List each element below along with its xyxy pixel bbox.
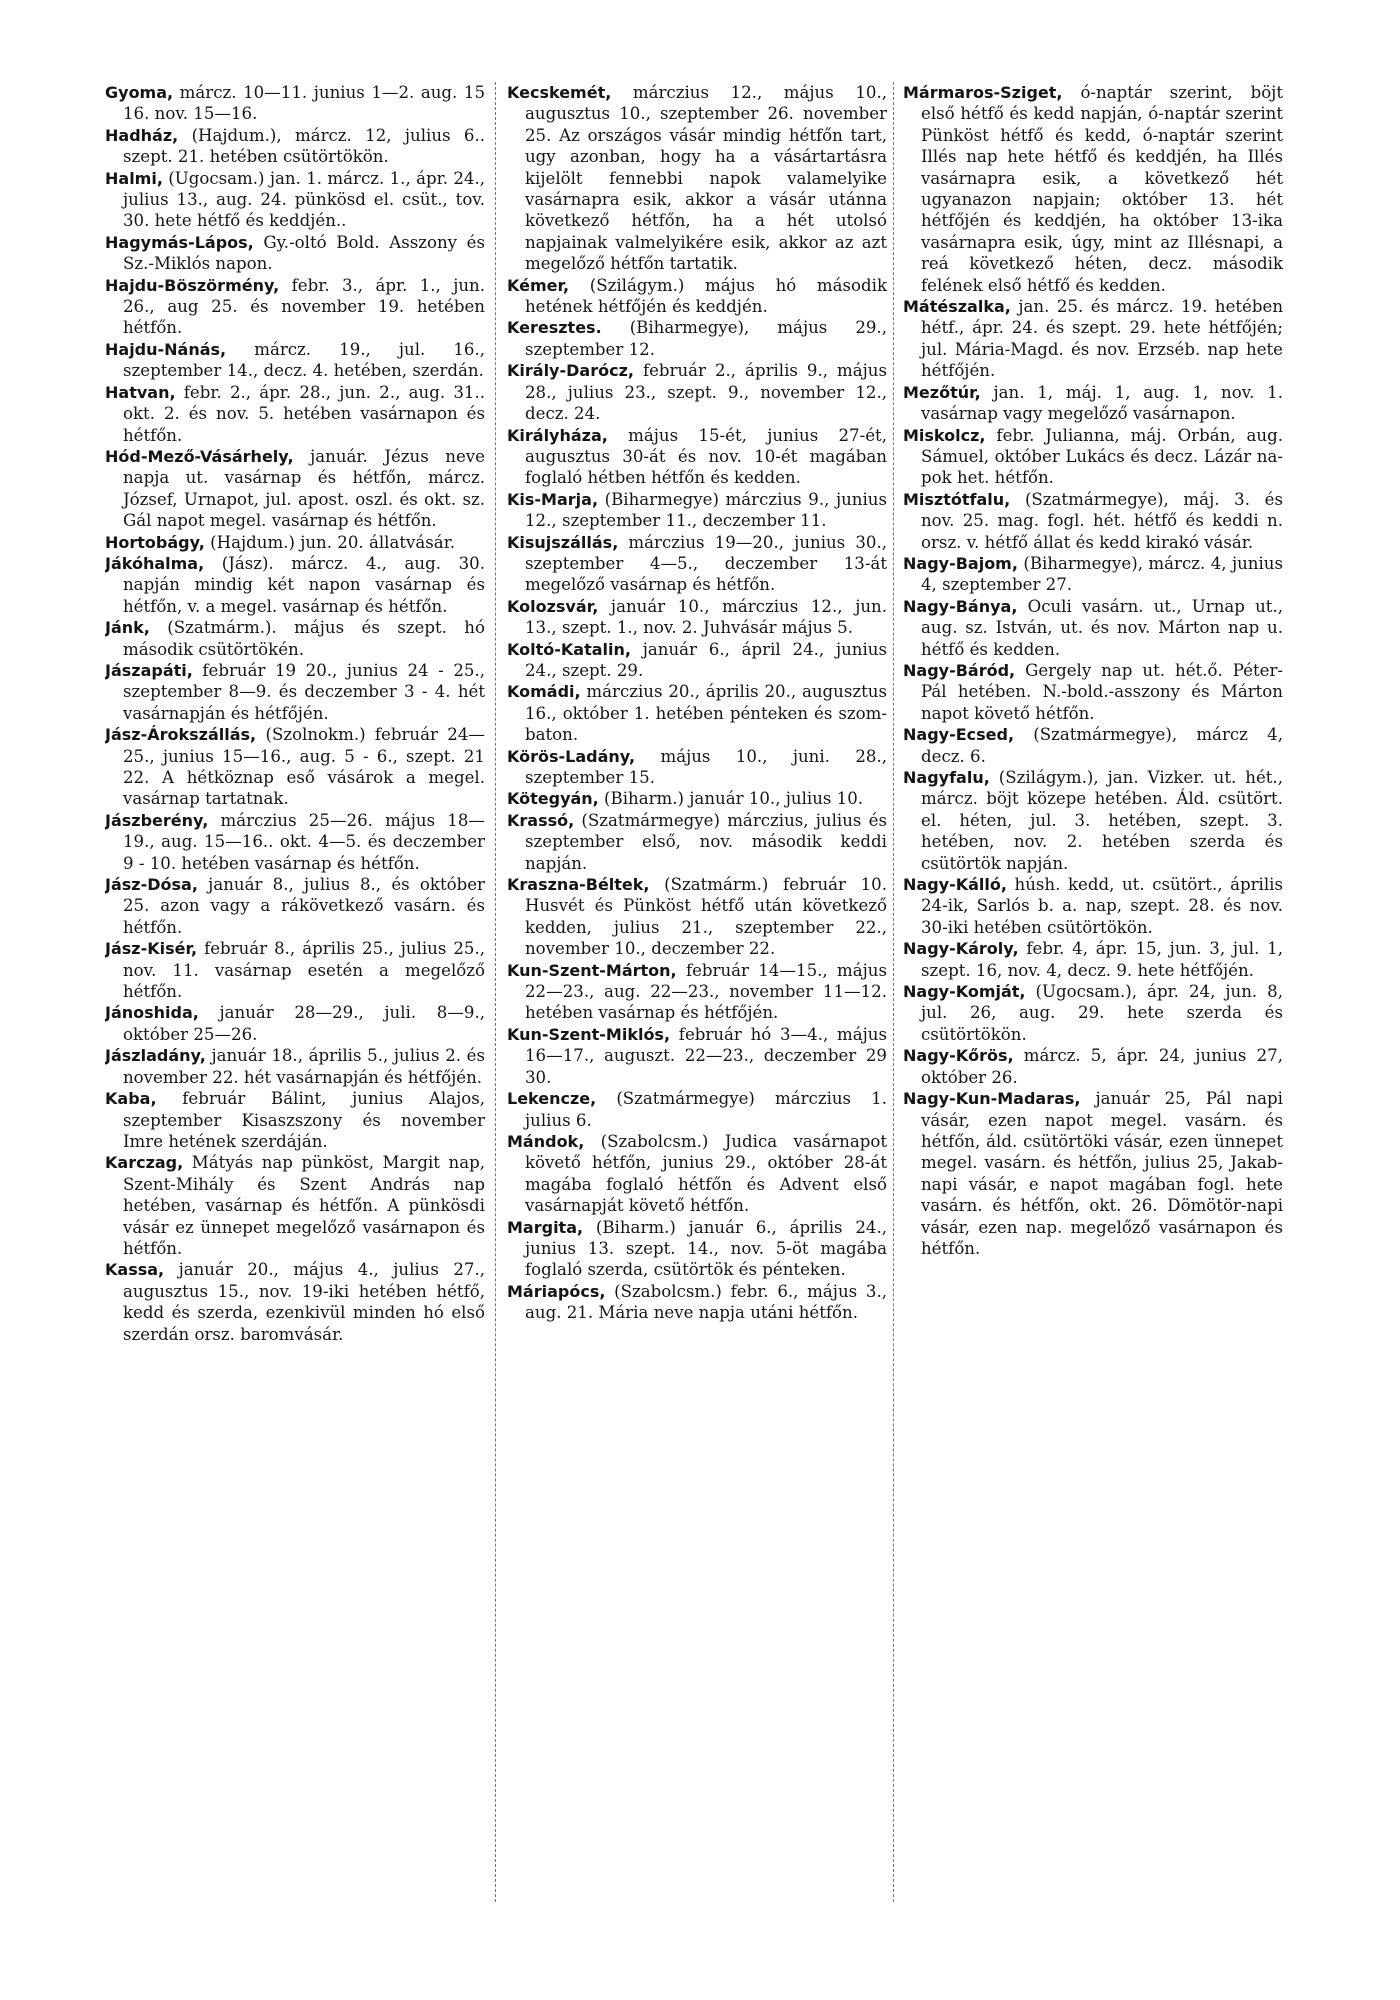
- town-name: Jászapáti,: [105, 660, 193, 680]
- town-name: Máriapócs,: [507, 1281, 606, 1301]
- market-entry: [105, 275, 485, 339]
- market-dates: (Szatmármegye) márczius, julius és szeptember első, nov. második keddi napján.: [525, 810, 887, 873]
- market-dates: Mátyás nap pünköst, Margit nap, Szent-Mihály és Szent András nap hetében, vasárnap és hétfőn. A pünkösdi vásár ez ünnepet megelőző vasárnapon és hétfőn.: [123, 1153, 485, 1258]
- town-name: Kraszna-Béltek,: [507, 875, 650, 895]
- market-dates: febr. 2., ápr. 28., jun. 2., aug. 31.. okt. 2. és nov. 5. hetében vasárnapon és hétfőn.: [123, 382, 485, 445]
- market-entry: [105, 168, 485, 232]
- market-dates: márcz. 19., jul. 16., szeptember 14., decz. 4. hetében, szerdán.: [123, 339, 485, 381]
- market-entry: [105, 938, 485, 1002]
- town-name: Karczag,: [105, 1153, 184, 1173]
- town-name: Király-Darócz,: [507, 361, 634, 381]
- market-dates: Gergely nap ut. hét.ő. Péter-Pál hetében. N.-bold.-asszony és Márton napot követő hétfőn.: [921, 660, 1283, 723]
- column-divider: [495, 82, 496, 1902]
- market-dates: febr. Julianna, máj. Orbán, aug. Sámuel, október Lukács és decz. Lázár napok het. hétfőn.: [921, 425, 1283, 488]
- market-entry: [105, 532, 485, 553]
- town-name: Hagymás-Lápos,: [105, 232, 254, 252]
- market-dates: (Hajdum.), márcz. 12, julius 6.. szept. 21. hetében csütörtökön.: [123, 125, 485, 167]
- town-name: Jánoshida,: [105, 1003, 199, 1023]
- town-name: Kolozsvár,: [507, 596, 599, 616]
- market-dates: Gy.-oltó Bold. Asszony és Sz.-Miklós napon.: [123, 232, 485, 274]
- market-dates: február hó 3—4., május 16—17., auguszt. 22—23., deczember 29 30.: [525, 1024, 887, 1087]
- market-dates: márczius 12., május 10., augusztus 10., szeptember 26. november 25. Az országos vásár mindig hétfőn tart, ugy azonban, hogy ha a vásártartásra kijelölt fennebbi napok valamelyike vasárnapra esik, akkor a vásár utánna következő hétfőn, ha a hét utolsó napjainak valmelyikére esik, akkor az azt megelőző hétfőn tartatik.: [525, 83, 887, 274]
- town-name: Halmi,: [105, 168, 163, 188]
- market-dates: (Szatmármegye), márcz 4, decz. 6.: [921, 725, 1283, 766]
- town-name: Kisujszállás,: [507, 532, 619, 552]
- market-entry: [903, 981, 1283, 1045]
- market-dates: január 25, Pál napi vásár, ezen napot megel. vasárn. és hétfőn, áld. csütörtöki vásár, ezen ünnepet megel. vasárn. és hétfőn, julius 25, Jakab-napi vásár, e napot magában fogl. hete vasárn. és hétfőn, okt. 26. Dömötör-napi vásár, ezen nap. megelőző vasárnapon és hétfőn.: [921, 1089, 1283, 1258]
- town-name: Hadház,: [105, 125, 179, 145]
- market-dates: Oculi vasárn. ut., Urnap ut., aug. sz. István, ut. és nov. Márton nap u. hétfő és kedden.: [921, 596, 1283, 659]
- town-name: Mátészalka,: [903, 297, 1011, 317]
- market-entry: [105, 1088, 485, 1152]
- market-dates: (Ugocsam.), ápr. 24, jun. 8, jul. 26, aug. 29. hete szerda és csütörtökön.: [921, 982, 1283, 1044]
- market-entry: [507, 489, 887, 532]
- town-name: Nagy-Bajom,: [903, 553, 1018, 573]
- market-dates: márcz. 5, ápr. 24, junius 27, október 26.: [921, 1046, 1283, 1087]
- market-entry: [507, 1281, 887, 1324]
- column-divider: [893, 82, 894, 1902]
- market-entry: [903, 1088, 1283, 1259]
- market-entry: [507, 746, 887, 789]
- town-name: Nagy-Kun-Madaras,: [903, 1089, 1081, 1109]
- market-dates: (Szilágym.) május hó második hetének hétfőjén és keddjén.: [525, 275, 887, 317]
- market-entry: [903, 767, 1283, 874]
- market-dates: (Ugocsam.) jan. 1. márcz. 1., ápr. 24., julius 13., aug. 24. pünkösd el. csüt., tov. 30. hete hétfő és keddjén..: [123, 168, 485, 231]
- town-name: Nagy-Bánya,: [903, 596, 1018, 616]
- market-dates: (Jász). márcz. 4., aug. 30. napján mindig két napon vasárnap és hétfőn, v. a megel. vasárnap és hétfőn.: [123, 553, 485, 616]
- market-dates: február Bálint, junius Alajos, szeptember Kisaszszony és november Imre hetének szerdáján.: [123, 1089, 485, 1151]
- market-entry: [903, 82, 1283, 296]
- town-name: Jászberény,: [105, 810, 209, 830]
- town-name: Mándok,: [507, 1131, 585, 1151]
- market-entry: [903, 938, 1283, 981]
- town-name: Jász-Dósa,: [105, 875, 198, 895]
- market-entry: [903, 489, 1283, 553]
- market-entry: [105, 446, 485, 532]
- market-dates: (Biharmegye) márczius 9., junius 12., szeptember 11., deczember 11.: [525, 489, 887, 531]
- market-dates: (Szilágym.), jan. Vizker. ut. hét., márcz. böjt közepe hetében. Áld. csütört. el. héten, jul. 3. hetében, szept. 3. hetében, nov. 2. hetében szerda és csütörtök napján.: [921, 768, 1283, 873]
- market-entry: [105, 660, 485, 724]
- market-dates: (Biharmegye), május 29., szeptember 12.: [525, 318, 887, 359]
- market-entry: [903, 296, 1283, 382]
- market-entry: [105, 553, 485, 617]
- market-entry: [105, 1259, 485, 1345]
- market-dates: márczius 20., április 20., augusztus 16., október 1. hetében pénteken és szombaton.: [525, 682, 887, 745]
- market-dates: január. Jézus neve napja ut. vasárnap és hétfőn, márcz. József, Urnapot, jul. apost. oszl. és okt. sz. Gál napot megel. vasárnap és hétfőn.: [123, 446, 485, 531]
- market-dates: márczius 25—26. május 18—19., aug. 15—16.. okt. 4—5. és deczember 9 - 10. hetében vasárnap és hétfőn.: [123, 810, 485, 873]
- town-name: Nagy-Kőrös,: [903, 1046, 1014, 1066]
- market-entry: [903, 596, 1283, 660]
- market-entry: [507, 360, 887, 424]
- market-entry: [105, 125, 485, 168]
- town-name: Nagy-Ecsed,: [903, 725, 1015, 745]
- market-entry: [507, 960, 887, 1024]
- market-entry: [903, 724, 1283, 767]
- town-name: Miskolcz,: [903, 425, 986, 445]
- town-name: Hajdu-Nánás,: [105, 339, 227, 359]
- market-dates: február 14—15., május 22—23., aug. 22—23., november 11—12. hetében vasárnap és hétfőjén.: [525, 960, 887, 1023]
- town-name: Kecskemét,: [507, 83, 612, 102]
- market-dates: január 28—29., juli. 8—9., október 25—26.: [123, 1003, 485, 1044]
- market-entry: [507, 1217, 887, 1281]
- market-entry: [507, 874, 887, 960]
- market-dates: május 15-ét, junius 27-ét, augusztus 30-át és nov. 10-ét magában foglaló hétben hétfőn és kedden.: [525, 425, 887, 488]
- market-dates: január 8., julius 8., és október 25. azon vagy a rákövetkező vasárn. és hétfőn.: [123, 875, 485, 937]
- market-dates: (Biharm.) január 10., julius 10.: [604, 789, 864, 809]
- town-name: Jász-Árokszállás,: [105, 725, 257, 745]
- town-name: Körös-Ladány,: [507, 746, 636, 766]
- town-name: Hód-Mező-Vásárhely,: [105, 446, 294, 466]
- town-name: Nagy-Károly,: [903, 939, 1019, 959]
- market-dates: (Szabolcsm.) febr. 6., május 3., aug. 21. Mária neve napja utáni hétfőn.: [525, 1281, 887, 1323]
- market-entry: [903, 553, 1283, 596]
- market-dates: febr. 3., ápr. 1., jun. 26., aug 25. és november 19. hetében hétfőn.: [123, 275, 485, 338]
- market-entry: [903, 382, 1283, 425]
- town-name: Kémer,: [507, 275, 570, 295]
- market-dates: (Szatmármegye) márczius 1. julius 6.: [525, 1089, 887, 1130]
- market-entry: [105, 724, 485, 810]
- market-entry: [105, 1045, 485, 1088]
- market-entry: [507, 425, 887, 489]
- town-name: Koltó-Katalin,: [507, 639, 631, 659]
- market-entry: [507, 82, 887, 275]
- town-name: Mezőtúr,: [903, 382, 981, 402]
- market-entry: [105, 382, 485, 446]
- market-dates: január 18., április 5., julius 2. és november 22. hét vasárnapján és hétfőjén.: [123, 1046, 485, 1087]
- market-dates: (Biharmegye), márcz. 4, junius 4, szeptember 27.: [921, 553, 1283, 595]
- market-entry: [903, 660, 1283, 724]
- market-entry: [507, 317, 887, 360]
- town-name: Királyháza,: [507, 425, 608, 445]
- town-name: Hajdu-Böszörmény,: [105, 275, 280, 295]
- market-dates: húsh. kedd, ut. csütört., április 24-ik, Sarlós b. a. nap, szept. 28. és nov. 30-iki hetében csütörtökön.: [921, 875, 1283, 937]
- market-entry: [507, 596, 887, 639]
- town-name: Hatvan,: [105, 382, 176, 402]
- town-name: Kassa,: [105, 1260, 165, 1280]
- town-name: Lekencze,: [507, 1089, 597, 1109]
- town-name: Margita,: [507, 1217, 584, 1237]
- market-entry: [507, 532, 887, 596]
- town-name: Kis-Marja,: [507, 489, 599, 509]
- market-dates: (Szatmárm.). május és szept. hó második csütörtökén.: [123, 618, 485, 659]
- market-dates: ó-naptár szerint, böjt első hétfő és kedd napján, ó-naptár szerint Pünköst hétfő és kedd, ó-naptár szerint Illés nap hete hétfő és keddjén, ha Illés vasárnapra esik, a következő hét ugyanazon napjain; október 13. hét hétfőjén és keddjén, ha október 13-ika vasárnapra esik, úgy, mint az Illésnapi, a reá következő héten, decz. második felének első hétfő és kedden.: [921, 83, 1283, 295]
- market-entry: [507, 275, 887, 318]
- market-dates: (Szatmármegye), máj. 3. és nov. 25. mag. fogl. hét. hétfő és keddi n. orsz. v. hétfő állat és kedd kirakó vásár.: [921, 489, 1283, 552]
- market-entry: [105, 232, 485, 275]
- town-name: Keresztes.: [507, 318, 602, 338]
- market-dates: (Szatmárm.) február 10. Husvét és Pünköst hétfő után következő kedden, julius 21., szeptember 22., november 10., deczember 22.: [525, 875, 887, 959]
- market-dates: febr. 4, ápr. 15, jun. 3, jul. 1, szept. 16, nov. 4, decz. 9. hete hétfőjén.: [921, 939, 1283, 980]
- market-entry: [105, 810, 485, 874]
- town-name: Kötegyán,: [507, 789, 599, 809]
- market-dates: márczius 19—20., junius 30., szeptember 4—5., deczember 13-át megelőző vasárnap és hétfőn.: [525, 532, 887, 595]
- town-name: Kun-Szent-Márton,: [507, 960, 677, 980]
- town-name: Jánk,: [105, 618, 150, 638]
- market-entry: [105, 339, 485, 382]
- market-entry: [105, 82, 485, 125]
- market-dates: (Szolnokm.) február 24—25., junius 15—16., aug. 5 - 6., szept. 21 22. A hétköznap eső vásárok a megel. vasárnap tartatnak.: [123, 725, 485, 809]
- town-name: Kaba,: [105, 1089, 157, 1109]
- market-entry: [105, 874, 485, 938]
- town-name: Hortobágy,: [105, 532, 205, 552]
- market-dates: jan. 1, máj. 1, aug. 1, nov. 1. vasárnap vagy megelőző vasárnapon.: [921, 382, 1283, 424]
- town-name: Mármaros-Sziget,: [903, 83, 1063, 102]
- market-entry: [903, 874, 1283, 938]
- market-entry: [507, 1088, 887, 1131]
- market-entry: [903, 1045, 1283, 1088]
- market-entry: [105, 617, 485, 660]
- town-name: Nagy-Báród,: [903, 660, 1016, 680]
- market-dates: február 19 20., junius 24 - 25., szeptember 8—9. és deczember 3 - 4. hét vasárnapján és hétfőjén.: [123, 660, 485, 723]
- market-entry: [105, 1152, 485, 1259]
- column-2: [507, 82, 887, 1902]
- town-name: Kun-Szent-Miklós,: [507, 1024, 671, 1044]
- market-dates: január 10., márczius 12., jun. 13., szept. 1., nov. 2. Juhvásár május 5.: [525, 596, 887, 638]
- town-name: Jász-Kisér,: [105, 939, 198, 959]
- market-entry: [507, 1131, 887, 1217]
- market-entry: [507, 788, 887, 809]
- town-name: Komádi,: [507, 682, 581, 702]
- market-dates: január 6., ápril 24., junius 24., szept. 29.: [525, 639, 887, 680]
- town-name: Jászladány,: [105, 1046, 206, 1066]
- market-dates: (Szabolcsm.) Judica vasárnapot követő hétfőn, junius 29., október 28-át magába foglaló hétfőn és Advent első vasárnapját követő hétfőn.: [525, 1131, 887, 1216]
- market-entry: [105, 1002, 485, 1045]
- town-name: Nagy-Kálló,: [903, 875, 1007, 895]
- market-dates: márcz. 10—11. junius 1—2. aug. 15 16. nov. 15—16.: [123, 83, 485, 124]
- market-dates: (Hajdum.) jun. 20. állatvásár.: [210, 532, 456, 552]
- town-name: Gyoma,: [105, 83, 174, 102]
- market-entry: [507, 1024, 887, 1088]
- market-dates: február 2., április 9., május 28., julius 23., szept. 9., november 12., decz. 24.: [525, 361, 887, 424]
- town-name: Misztótfalu,: [903, 489, 1011, 509]
- market-dates: május 10., juni. 28., szeptember 15.: [525, 746, 887, 787]
- market-dates: január 20., május 4., julius 27., augusztus 15., nov. 19-iki hetében hétfő, kedd és szerda, ezenkivül minden hó első szerdán orsz. baromvásár.: [123, 1260, 485, 1344]
- town-name: Nagyfalu,: [903, 768, 990, 787]
- column-1: [105, 82, 485, 1902]
- market-entry: [507, 810, 887, 874]
- market-dates: február 8., április 25., julius 25., nov. 11. vasárnap esetén a megelőző hétfőn.: [123, 939, 485, 1002]
- market-entry: [903, 425, 1283, 489]
- town-name: Jákóhalma,: [105, 553, 205, 573]
- town-name: Nagy-Komját,: [903, 982, 1026, 1002]
- market-dates: jan. 25. és márcz. 19. hetében hétf., ápr. 24. és szept. 29. hete hétfőjén; jul. Mária-Magd. és nov. Erzséb. nap hete hétfőjén.: [921, 297, 1283, 381]
- market-entry: [507, 681, 887, 745]
- market-dates: (Biharm.) január 6., április 24., junius 13. szept. 14., nov. 5-öt magába foglaló szerda, csütörtök és pénteken.: [525, 1217, 887, 1280]
- column-3: [903, 82, 1283, 1902]
- town-name: Krassó,: [507, 810, 575, 830]
- market-entry: [507, 639, 887, 682]
